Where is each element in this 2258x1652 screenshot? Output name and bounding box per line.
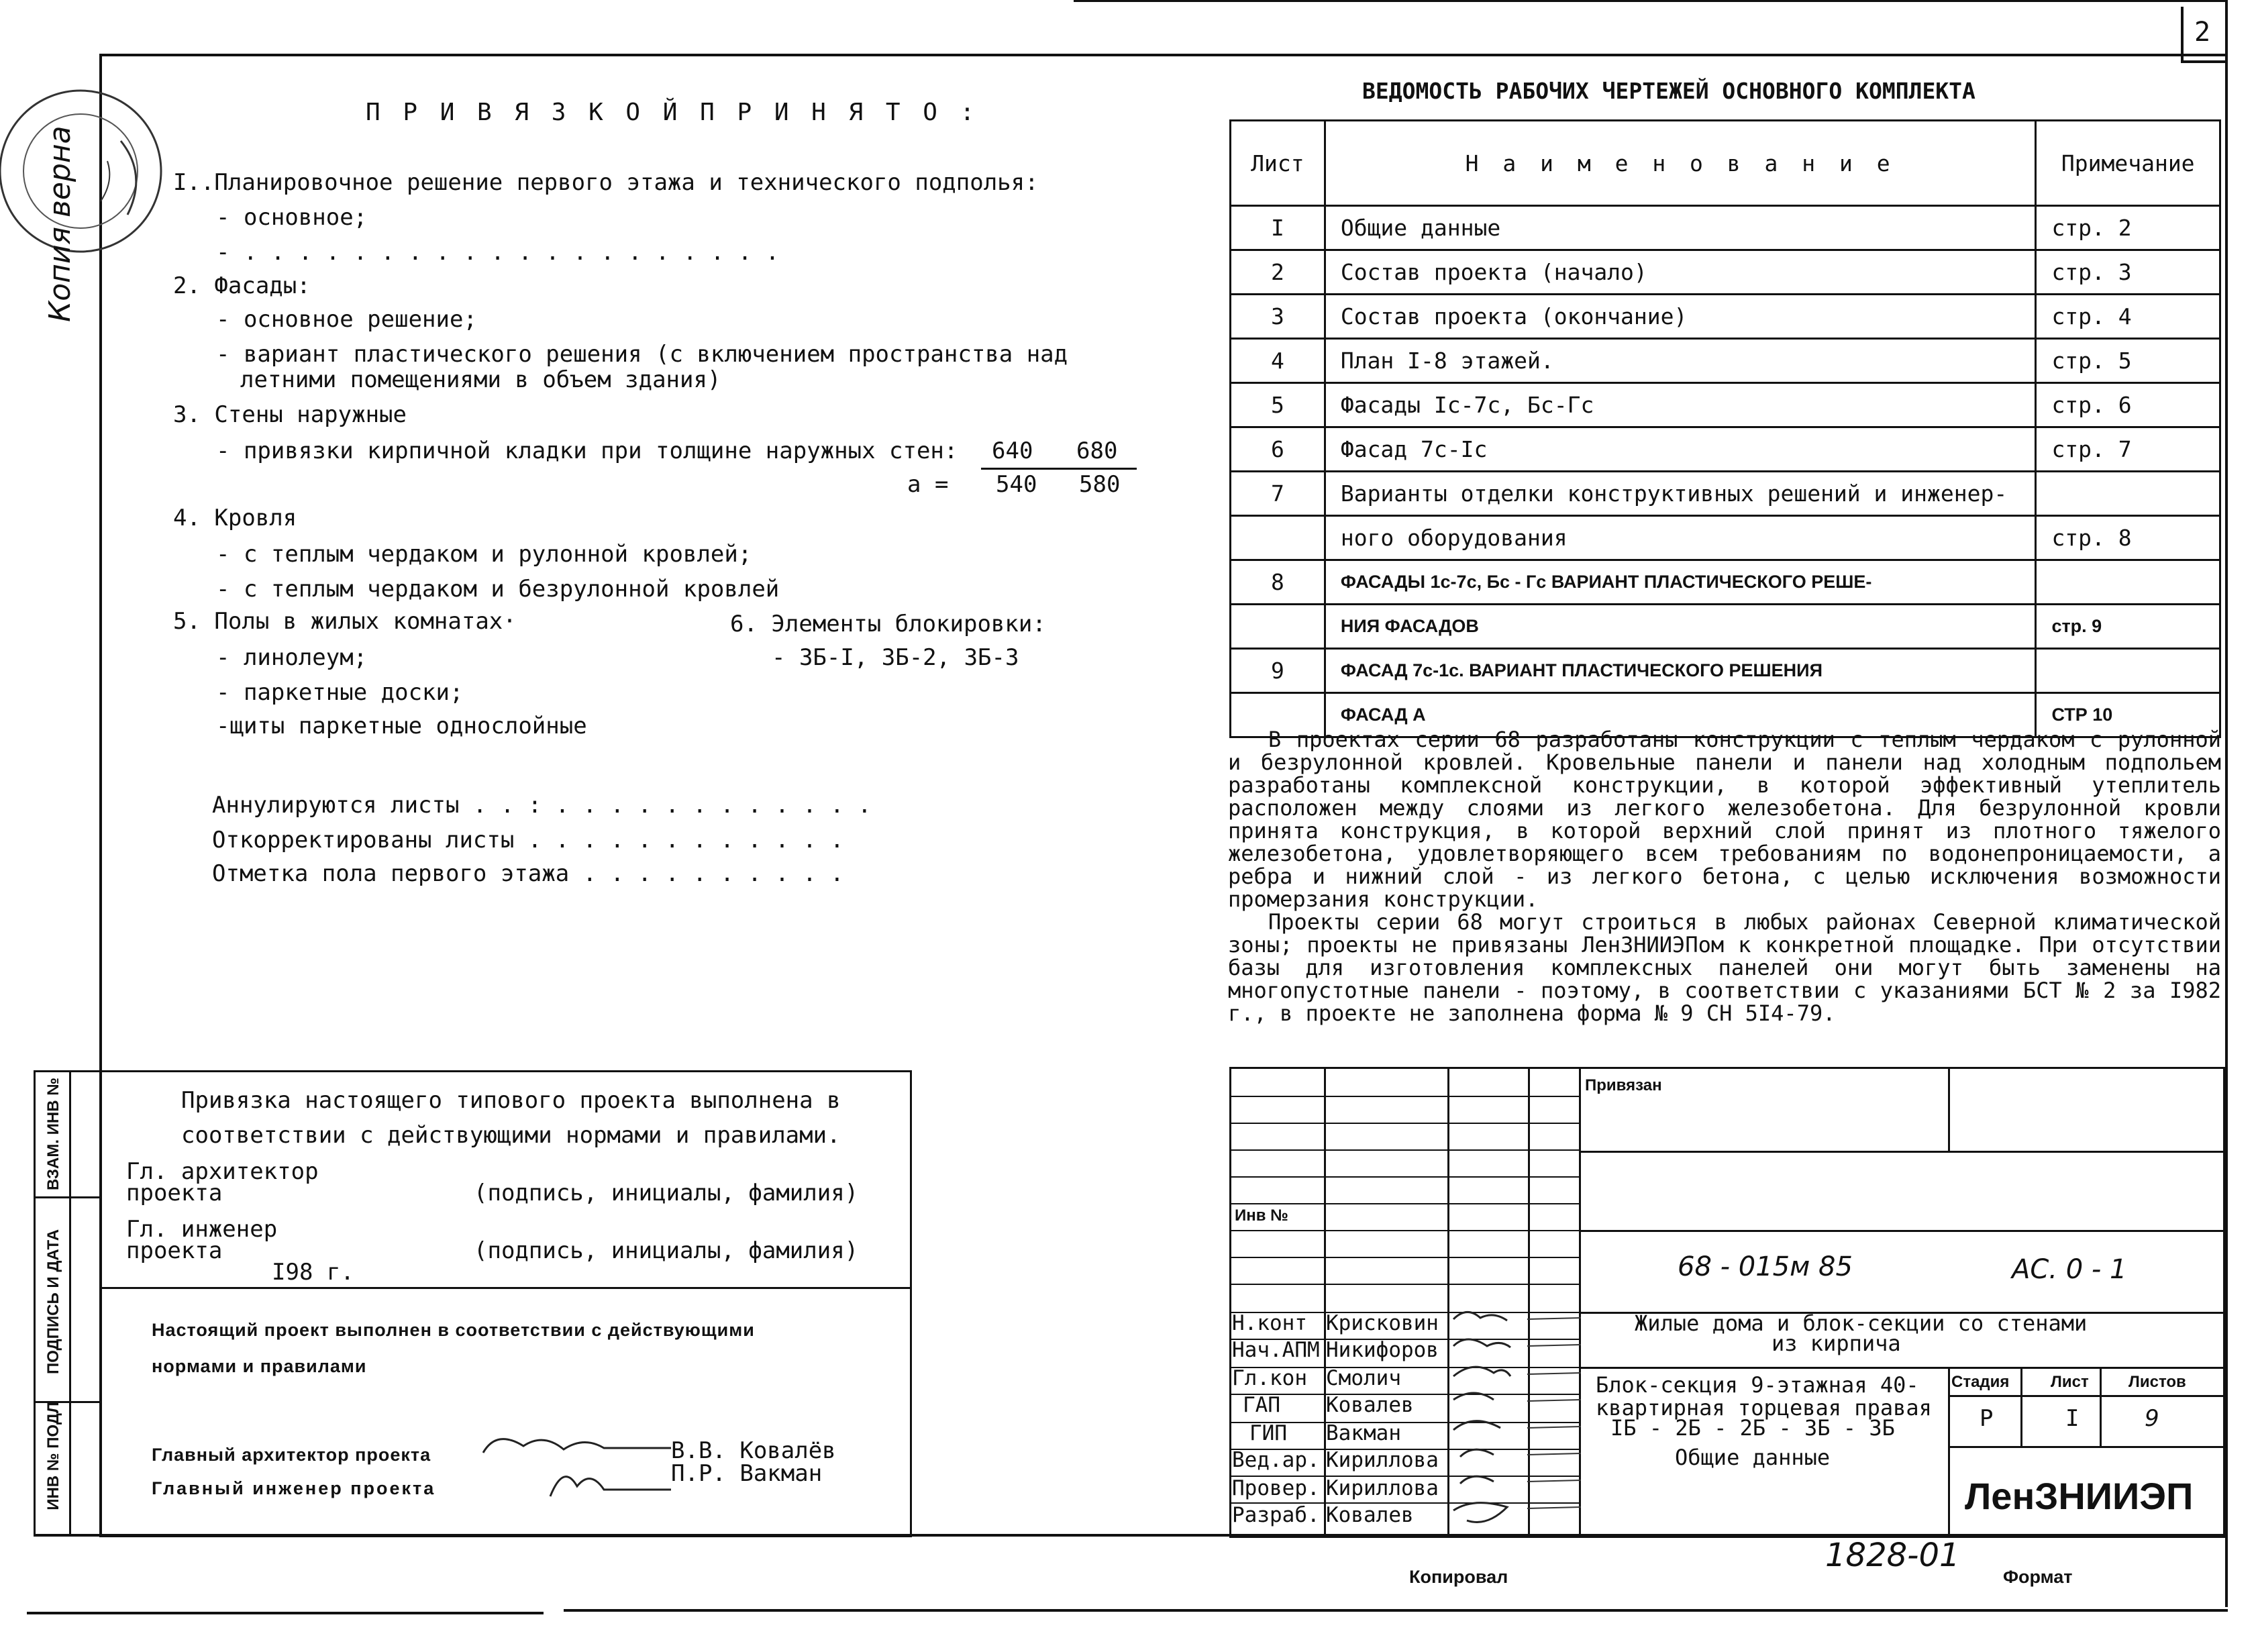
- row-sheet: 5: [1231, 383, 1325, 427]
- table-row: [1231, 427, 2220, 472]
- inv-label: Инв №: [1235, 1206, 1288, 1225]
- wall-thickness-640: 640: [992, 437, 1033, 464]
- row-name: ФАСАДЫ 1с-7с, Бс - Гс ВАРИАНТ ПЛАСТИЧЕСКОГО РЕШЕ-: [1325, 560, 2036, 605]
- row-note: [2036, 649, 2220, 693]
- col-header-note: Примечание: [2036, 121, 2220, 206]
- row-note: стр. 8: [2036, 516, 2220, 560]
- frame-right: [2225, 0, 2228, 1607]
- row-sheet: [1231, 516, 1325, 560]
- name-7: Кириллова: [1326, 1476, 1439, 1500]
- name-3: Смолич: [1326, 1366, 1401, 1390]
- name-5: Вакман: [1326, 1421, 1401, 1445]
- statement-line-2: нормами и правилами: [152, 1356, 367, 1376]
- row-name: Фасады Iс-7с, Бс-Гс: [1325, 383, 2036, 427]
- org-name: ЛенЗНИИЭП: [1965, 1475, 2194, 1517]
- row-note: стр. 6: [2036, 383, 2220, 427]
- side-label-sign-date: ПОДПИСЬ И ДАТА: [44, 1229, 62, 1375]
- item-2-variant-cont: летними помещениями в объем здания): [240, 366, 721, 393]
- side-label-inv-podl: ИНВ № ПОДЛ: [44, 1402, 62, 1510]
- row-note: стр. 9: [2036, 605, 2220, 649]
- binding-year: I98 г.: [272, 1259, 354, 1286]
- project-title: Жилые дома и блок-секции со стенами: [1635, 1310, 2088, 1336]
- item-5: 5. Полы в жилых комнатах·: [173, 608, 517, 635]
- chief-engineer-label: Гл. инженер: [126, 1216, 278, 1243]
- row-sheet: 4: [1231, 339, 1325, 383]
- copy-seal: [0, 60, 174, 282]
- sheet-number: 2: [2194, 17, 2211, 48]
- table-row: [1231, 605, 2220, 649]
- col-header-name: Н а и м е н о в а н и е: [1325, 121, 2036, 206]
- corrected-sheets: Откорректированы листы . . . . . . . . . . . .: [212, 827, 844, 854]
- engineer-signature-hint: (подпись, инициалы, фамилия): [474, 1237, 859, 1264]
- frame-top: [101, 54, 2228, 56]
- a-label: a =: [907, 471, 949, 498]
- row-sheet: 6: [1231, 427, 1325, 472]
- row-name: Состав проекта (окончание): [1325, 295, 2036, 339]
- item-1-basic: - основное;: [216, 204, 368, 231]
- left-title: П Р И В Я З К О Й П Р И Н Я Т О :: [366, 99, 979, 126]
- row-name: ного оборудования: [1325, 516, 2036, 560]
- project-title-2: из кирпича: [1772, 1331, 1901, 1356]
- row-name: Общие данные: [1325, 206, 2036, 250]
- row-sheet: 8: [1231, 560, 1325, 605]
- desc-line-2: квартирная торцевая правая: [1596, 1395, 1932, 1421]
- item-3-bricks: - привязки кирпичной кладки при толщине наружных стен:: [216, 437, 958, 464]
- page-bottom-right: [564, 1609, 2228, 1612]
- item-4-noroll: - с теплым чердаком и безрулонной кровлей: [216, 576, 780, 603]
- row-name: ФАСАД 7с-1с. ВАРИАНТ ПЛАСТИЧЕСКОГО РЕШЕНИЯ: [1325, 649, 2036, 693]
- row-sheet: I: [1231, 206, 1325, 250]
- format-label: Формат: [2003, 1567, 2073, 1587]
- table-row: [1231, 472, 2220, 516]
- table-row: [1231, 250, 2220, 295]
- a-580: 580: [1079, 471, 1121, 498]
- a-540: 540: [996, 471, 1037, 498]
- chief-architect-label-2: проекта: [126, 1180, 223, 1206]
- frame-top-outer: [1074, 0, 2228, 2]
- row-sheet: 9: [1231, 649, 1325, 693]
- role-7: Провер.: [1232, 1476, 1320, 1500]
- item-4-roll: - с теплым чердаком и рулонной кровлей;: [216, 541, 752, 568]
- sheet-number-box: [2181, 7, 2228, 63]
- item-5-linoleum: - линолеум;: [216, 644, 368, 671]
- role-2: Нач.АПМ: [1232, 1338, 1320, 1362]
- chief-architect-label: Гл. архитектор: [126, 1158, 319, 1185]
- item-3: 3. Стены наружные: [173, 401, 407, 428]
- row-name: НИЯ ФАСАДОВ: [1325, 605, 2036, 649]
- role-3: Гл.кон: [1232, 1366, 1307, 1390]
- row-note: СТР 10: [2036, 693, 2220, 737]
- statement-engineer: Главный инженер проекта: [152, 1478, 436, 1498]
- name-8: Ковалев: [1326, 1503, 1414, 1527]
- binding-line-2: соответствии с действующими нормами и правилами.: [181, 1122, 841, 1149]
- page-bottom-left: [27, 1612, 544, 1614]
- side-label-vzam-inv: ВЗАМ. ИНВ №: [44, 1077, 62, 1191]
- copy-verified-stamp: Копия верна: [43, 125, 77, 322]
- statement-line-1: Настоящий проект выполнен в соответствии с действующими: [152, 1320, 755, 1340]
- annulled-sheets: Аннулируются листы . . : . . . . . . . . . . . .: [212, 792, 872, 819]
- row-note: стр. 3: [2036, 250, 2220, 295]
- table-row: [1231, 206, 2220, 250]
- name-1: Крисковин: [1326, 1311, 1439, 1335]
- fraction-line: [981, 468, 1137, 470]
- row-note: [2036, 472, 2220, 516]
- name-2: Никифоров: [1326, 1338, 1439, 1362]
- row-sheet: 2: [1231, 250, 1325, 295]
- row-name: ФАСАД А: [1325, 693, 2036, 737]
- item-2-variant: - вариант пластического решения (с включением пространства над: [216, 341, 1068, 368]
- item-5-parquet: - паркетные доски;: [216, 679, 464, 706]
- table-row: [1231, 383, 2220, 427]
- notes-text: [1228, 728, 2221, 1025]
- row-note: стр. 5: [2036, 339, 2220, 383]
- stage-value: Р: [1980, 1405, 1994, 1432]
- role-1: Н.конт: [1232, 1311, 1307, 1335]
- table-row: [1231, 516, 2220, 560]
- sheets-value: 9: [2145, 1405, 2159, 1432]
- blocking-title: 6. Элементы блокировки:: [730, 611, 1046, 637]
- signature-scribbles: [470, 1423, 671, 1503]
- sheets-header: Листов: [2128, 1373, 2186, 1391]
- document-number: 1828-01: [1825, 1537, 1960, 1574]
- item-4: 4. Кровля: [173, 505, 297, 531]
- wall-thickness-680: 680: [1076, 437, 1118, 464]
- architect-signature-hint: (подпись, инициалы, фамилия): [474, 1180, 859, 1206]
- floor-mark: Отметка пола первого этажа . . . . . . . . . .: [212, 860, 844, 887]
- privyazan-label: Привязан: [1585, 1076, 1662, 1094]
- desc-line-4: Общие данные: [1675, 1445, 1831, 1470]
- statement-architect-name: В.В. Ковалёв: [671, 1437, 836, 1464]
- role-4: ГАП: [1243, 1393, 1280, 1417]
- row-name: Варианты отделки конструктивных решений и инженер-: [1325, 472, 2036, 516]
- row-note: стр. 4: [2036, 295, 2220, 339]
- sheet-header: Лист: [2051, 1373, 2089, 1391]
- item-2: 2. Фасады:: [173, 272, 311, 299]
- row-name: План I-8 этажей.: [1325, 339, 2036, 383]
- blocking-value: - ЗБ-I, ЗБ-2, ЗБ-3: [772, 644, 1019, 671]
- paragraph-1: В проектах серии 68 разработаны конструкции с теплым чердаком с рулонной и безрулонной кровлей. Кровельные панели и панели над холодным подпольем разработаны комплексной конструкции, в которой эффективный утеплитель расположен между слоями из легкого железобетона. Для безрулонной кровли принята конструкция, в которой верхний слой принят из плотного тяжелого железобетона, удовлетворяющего всем требованиям по водонепроницаемости, а ребра и нижний слой - из легкого бетона, с целью исключения возможности промерзания конструкции.: [1228, 727, 2221, 912]
- name-6: Кириллова: [1326, 1448, 1439, 1472]
- binding-line-1: Привязка настоящего типового проекта выполнена в: [181, 1087, 841, 1114]
- table-row: [1231, 339, 2220, 383]
- row-note: стр. 2: [2036, 206, 2220, 250]
- row-note: [2036, 560, 2220, 605]
- chief-engineer-label-2: проекта: [126, 1237, 223, 1264]
- table-row: [1231, 560, 2220, 605]
- sheet-value: I: [2065, 1405, 2080, 1432]
- table-row: [1231, 295, 2220, 339]
- row-name: Состав проекта (начало): [1325, 250, 2036, 295]
- item-1-dots: - . . . . . . . . . . . . . . . . . . . .: [216, 239, 780, 266]
- row-name: Фасад 7с-Iс: [1325, 427, 2036, 472]
- name-4: Ковалев: [1326, 1393, 1414, 1417]
- role-5: ГИП: [1249, 1421, 1287, 1445]
- item-5-shields: -щиты паркетные однослойные: [216, 713, 587, 739]
- copied-label: Копировал: [1409, 1567, 1508, 1587]
- stage-header: Стадия: [1951, 1373, 2010, 1391]
- statement-engineer-name: П.Р. Вакман: [671, 1460, 823, 1487]
- desc-line-1: Блок-секция 9-этажная 40-: [1596, 1372, 1919, 1398]
- role-8: Разраб.: [1232, 1503, 1320, 1527]
- role-6: Вед.ар.: [1232, 1448, 1320, 1472]
- sheets-table: [1229, 119, 2221, 738]
- table-title: ВЕДОМОСТЬ РАБОЧИХ ЧЕРТЕЖЕЙ ОСНОВНОГО КОМПЛЕКТА: [1362, 78, 1975, 104]
- row-note: стр. 7: [2036, 427, 2220, 472]
- title-block-signatures: [1447, 1306, 1601, 1534]
- col-header-sheet: Лист: [1231, 121, 1325, 206]
- item-2-basic: - основное решение;: [216, 306, 477, 333]
- desc-line-3: IБ - 2Б - 2Б - 3Б - 3Б: [1610, 1415, 1895, 1441]
- paragraph-2: Проекты серии 68 могут строиться в любых районах Северной климатической зоны; проекты не привязаны ЛенЗНИИЭПом к конкретной площадке. При отсутствии базы для изготовления комплексных панелей они могут быть заменены на многопустотные панели - поэтому, в соответствии с указаниями БСТ № 2 за I982 г., в проекте не заполнена форма № 9 СН 5I4-79.: [1228, 909, 2221, 1026]
- sheet-code: АС. 0 - 1: [2012, 1254, 2127, 1285]
- table-row: [1231, 649, 2220, 693]
- row-sheet: 3: [1231, 295, 1325, 339]
- row-sheet: 7: [1231, 472, 1325, 516]
- project-code: 68 - 015м 85: [1678, 1251, 1853, 1282]
- statement-architect: Главный архитектор проекта: [152, 1445, 431, 1465]
- item-1: I..Планировочное решение первого этажа и технического подполья:: [173, 169, 1039, 196]
- row-sheet: [1231, 605, 1325, 649]
